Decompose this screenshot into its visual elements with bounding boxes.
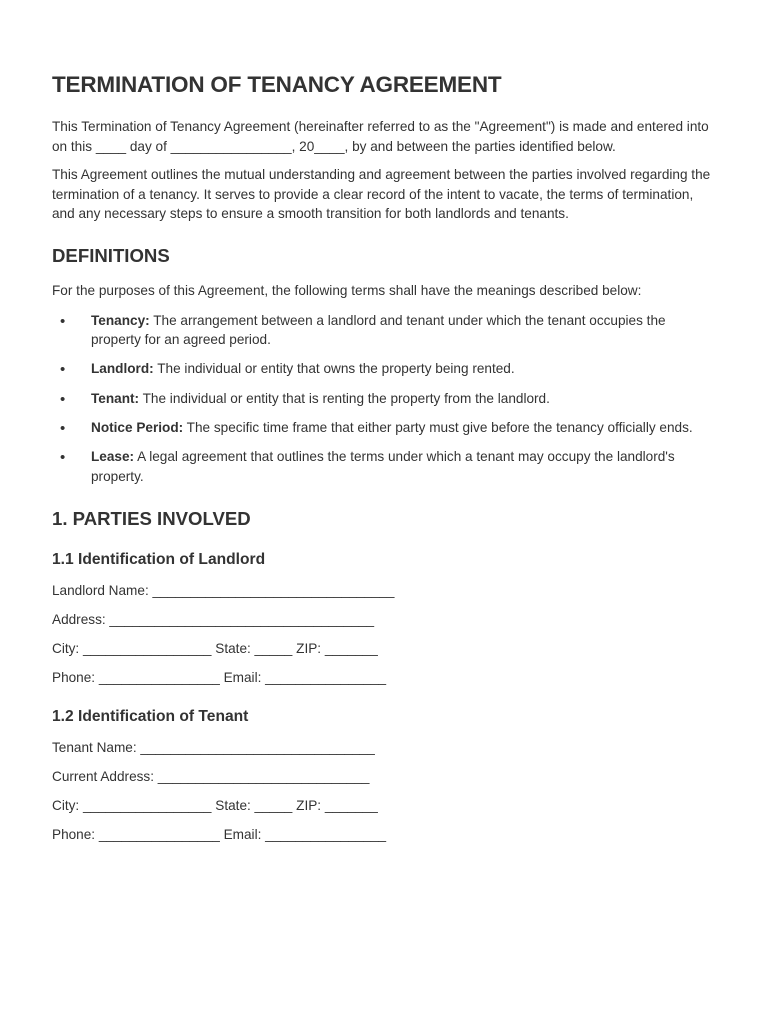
intro-paragraph-2: This Agreement outlines the mutual understanding and agreement between the parties involved regarding the termination of a tenancy. It serves to provide a clear record of the intent to vacate, the terms of termination, and any necessary steps to ensure a smooth transition for both landlords and tenants. (52, 167, 711, 222)
document-title: TERMINATION OF TENANCY AGREEMENT (52, 72, 502, 97)
landlord-heading: 1.1 Identification of Landlord (52, 551, 266, 569)
bullet-icon: • (60, 361, 66, 379)
definition-term: Tenant: (91, 390, 140, 406)
definition-item-tenant (52, 389, 718, 409)
definition-term: Notice Period: (91, 419, 184, 435)
parties-section (52, 508, 718, 845)
definitions-heading: DEFINITIONS (52, 244, 170, 266)
definitions-list (52, 311, 718, 487)
bullet-icon: • (60, 312, 66, 330)
bullet-icon: • (60, 419, 66, 437)
definition-text: The individual or entity that owns the property being rented. (153, 361, 515, 377)
landlord-phone-email-field[interactable]: Phone: ________________ Email: ________________ (52, 670, 387, 686)
tenant-name-field[interactable]: Tenant Name: _______________________________ (52, 739, 375, 755)
tenant-phone-email-field[interactable]: Phone: ________________ Email: ________________ (52, 827, 387, 843)
definition-term: Landlord: (91, 361, 154, 377)
intro-paragraph-1: This Termination of Tenancy Agreement (hereinafter referred to as the "Agreement") is made and entered into on this ____ day of ________________, 20____, by and between the parties identified below. (52, 119, 709, 154)
definition-item-lease (52, 447, 718, 486)
landlord-name-field[interactable]: Landlord Name: ________________________________ (52, 583, 395, 599)
tenant-heading: 1.2 Identification of Tenant (52, 707, 249, 725)
bullet-icon: • (60, 390, 66, 408)
tenant-address-field[interactable]: Current Address: ____________________________ (52, 769, 370, 785)
definition-item-notice-period (52, 418, 718, 438)
definition-item-landlord (52, 359, 718, 379)
definitions-section (52, 245, 718, 486)
definition-text: A legal agreement that outlines the terms under which a tenant may occupy the landlord's property. (91, 448, 675, 484)
landlord-identification (52, 550, 718, 688)
definition-term: Tenancy: (91, 312, 150, 328)
landlord-city-state-zip-field[interactable]: City: _________________ State: _____ ZIP: _______ (52, 641, 378, 657)
definitions-intro: For the purposes of this Agreement, the following terms shall have the meanings described below: (52, 282, 642, 298)
tenant-city-state-zip-field[interactable]: City: _________________ State: _____ ZIP: _______ (52, 798, 378, 814)
parties-heading: 1. PARTIES INVOLVED (52, 508, 251, 530)
definition-text: The individual or entity that is renting the property from the landlord. (139, 390, 550, 406)
tenant-identification (52, 707, 718, 845)
bullet-icon: • (60, 448, 66, 466)
definition-text: The specific time frame that either party must give before the tenancy officially ends. (183, 419, 693, 435)
definition-text: The arrangement between a landlord and tenant under which the tenant occupies the property for an agreed period. (91, 312, 666, 348)
definition-item-tenancy (52, 311, 718, 350)
landlord-address-field[interactable]: Address: ___________________________________ (52, 612, 375, 628)
definition-term: Lease: (91, 448, 135, 464)
